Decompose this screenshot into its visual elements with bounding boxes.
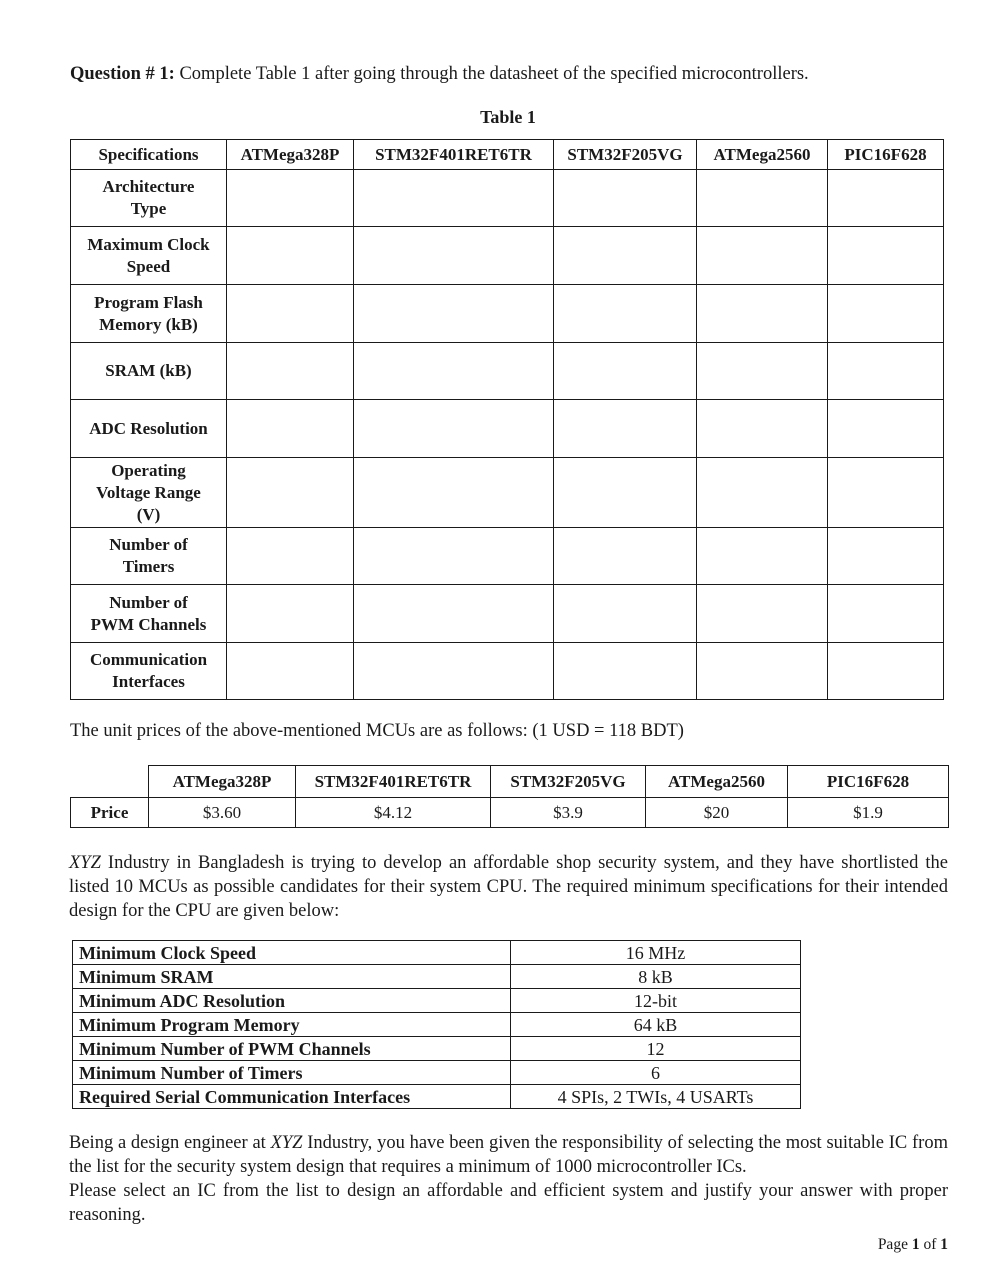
empty-cell[interactable]: [554, 343, 697, 400]
price-header: PIC16F628: [788, 766, 949, 798]
table-row: [71, 343, 944, 400]
empty-cell[interactable]: [828, 585, 944, 643]
empty-cell[interactable]: [354, 585, 554, 643]
price-header: STM32F401RET6TR: [296, 766, 491, 798]
task-paragraph: [69, 1131, 948, 1227]
table-row: [71, 170, 944, 227]
table-row: [73, 1061, 801, 1085]
empty-cell[interactable]: [697, 528, 828, 585]
row-maximum-clock-speed: Maximum Clock Speed: [71, 227, 227, 285]
req-label: Minimum ADC Resolution: [73, 989, 511, 1013]
req-label: Minimum Number of Timers: [73, 1061, 511, 1085]
row-operating-voltage-range: Operating Voltage Range (V): [71, 458, 227, 528]
price-row: [71, 798, 949, 828]
price-value: $3.9: [491, 798, 646, 828]
header-stm32f205vg: STM32F205VG: [554, 140, 697, 170]
price-row-label: Price: [71, 798, 149, 828]
empty-cell[interactable]: [828, 343, 944, 400]
req-label: Minimum Number of PWM Channels: [73, 1037, 511, 1061]
empty-cell[interactable]: [227, 458, 354, 528]
question-title: [70, 64, 809, 85]
table-row: [71, 458, 944, 528]
req-value: 8 kB: [511, 965, 801, 989]
table-row: [73, 941, 801, 965]
empty-cell[interactable]: [828, 227, 944, 285]
price-intro: The unit prices of the above-mentioned MCUs are as follows: (1 USD = 118 BDT): [70, 721, 684, 741]
empty-cell[interactable]: [828, 458, 944, 528]
task-line-1: Being a design engineer at XYZ Industry, you have been given the responsibility of selecting the most suitable IC from the list for the security system design that requires a minimum of 1000 microcontroller ICs.: [69, 1133, 948, 1177]
empty-cell[interactable]: [697, 343, 828, 400]
empty-cell[interactable]: [697, 400, 828, 458]
empty-cell[interactable]: [828, 643, 944, 700]
empty-cell[interactable]: [227, 227, 354, 285]
table-caption: Table 1: [480, 107, 536, 127]
empty-cell[interactable]: [828, 170, 944, 227]
empty-cell[interactable]: [554, 170, 697, 227]
table-row: [71, 400, 944, 458]
company-name: XYZ: [270, 1133, 303, 1153]
table-header-row: [71, 140, 944, 170]
price-header: ATMega328P: [149, 766, 296, 798]
row-architecture-type: Architecture Type: [71, 170, 227, 227]
specifications-table: [70, 139, 944, 700]
row-number-of-timers: Number of Timers: [71, 528, 227, 585]
table-row: [73, 1085, 801, 1109]
empty-cell[interactable]: [697, 227, 828, 285]
scenario-paragraph: [69, 851, 948, 923]
empty-cell[interactable]: [554, 227, 697, 285]
company-name: XYZ: [69, 853, 101, 873]
empty-cell[interactable]: [354, 528, 554, 585]
empty-cell[interactable]: [354, 227, 554, 285]
empty-cell[interactable]: [227, 285, 354, 343]
req-value: 6: [511, 1061, 801, 1085]
table-row: [73, 965, 801, 989]
row-communication-interfaces: Communication Interfaces: [71, 643, 227, 700]
req-label: Required Serial Communication Interfaces: [73, 1085, 511, 1109]
empty-cell[interactable]: [554, 643, 697, 700]
table-row: [71, 285, 944, 343]
empty-cell[interactable]: [354, 343, 554, 400]
price-header: ATMega2560: [646, 766, 788, 798]
price-value: $1.9: [788, 798, 949, 828]
header-atmega2560: ATMega2560: [697, 140, 828, 170]
price-header-row: [71, 766, 949, 798]
req-value: 12: [511, 1037, 801, 1061]
header-atmega328p: ATMega328P: [227, 140, 354, 170]
empty-cell[interactable]: [554, 400, 697, 458]
empty-cell[interactable]: [354, 643, 554, 700]
empty-cell[interactable]: [227, 343, 354, 400]
table-row: [71, 227, 944, 285]
req-label: Minimum Program Memory: [73, 1013, 511, 1037]
empty-cell[interactable]: [227, 170, 354, 227]
table-row: [73, 989, 801, 1013]
price-table: [70, 765, 949, 828]
empty-cell[interactable]: [354, 285, 554, 343]
price-header: STM32F205VG: [491, 766, 646, 798]
scenario-text: Industry in Bangladesh is trying to develop an affordable shop security system, and they have shortlisted the listed 10 MCUs as possible candidates for their system CPU. The required minimum specifications for their intended design for the CPU are given below:: [69, 853, 948, 921]
price-value: $4.12: [296, 798, 491, 828]
row-adc-resolution: ADC Resolution: [71, 400, 227, 458]
empty-cell[interactable]: [828, 285, 944, 343]
req-label: Minimum SRAM: [73, 965, 511, 989]
req-label: Minimum Clock Speed: [73, 941, 511, 965]
empty-cell[interactable]: [697, 643, 828, 700]
empty-cell[interactable]: [828, 528, 944, 585]
page-number: Page 1 of 1: [877, 1236, 948, 1253]
empty-cell[interactable]: [227, 400, 354, 458]
row-program-flash-memory: Program Flash Memory (kB): [71, 285, 227, 343]
req-value: 16 MHz: [511, 941, 801, 965]
question-text: Complete Table 1 after going through the datasheet of the specified microcontrollers.: [179, 64, 809, 84]
empty-cell[interactable]: [554, 458, 697, 528]
table-row: [73, 1037, 801, 1061]
empty-cell[interactable]: [354, 170, 554, 227]
row-number-of-pwm-channels: Number of PWM Channels: [71, 585, 227, 643]
empty-cell[interactable]: [554, 528, 697, 585]
row-sram: SRAM (kB): [71, 343, 227, 400]
question-label: Question # 1:: [70, 64, 175, 84]
table-row: [71, 585, 944, 643]
empty-cell[interactable]: [354, 400, 554, 458]
empty-cell[interactable]: [828, 400, 944, 458]
empty-cell[interactable]: [227, 643, 354, 700]
empty-cell[interactable]: [697, 585, 828, 643]
task-line-2: Please select an IC from the list to design an affordable and efficient system and justify your answer with proper reasoning.: [69, 1181, 948, 1225]
header-specifications: Specifications: [71, 140, 227, 170]
table-row: [71, 643, 944, 700]
empty-cell[interactable]: [697, 458, 828, 528]
empty-cell[interactable]: [354, 458, 554, 528]
price-value: $3.60: [149, 798, 296, 828]
req-value: 12-bit: [511, 989, 801, 1013]
price-corner: [71, 766, 149, 798]
empty-cell[interactable]: [697, 285, 828, 343]
empty-cell[interactable]: [697, 170, 828, 227]
empty-cell[interactable]: [554, 585, 697, 643]
empty-cell[interactable]: [227, 585, 354, 643]
empty-cell[interactable]: [227, 528, 354, 585]
req-value: 64 kB: [511, 1013, 801, 1037]
empty-cell[interactable]: [554, 285, 697, 343]
table-row: [71, 528, 944, 585]
req-value: 4 SPIs, 2 TWIs, 4 USARTs: [511, 1085, 801, 1109]
header-stm32f401ret6tr: STM32F401RET6TR: [354, 140, 554, 170]
price-value: $20: [646, 798, 788, 828]
requirements-table: [72, 940, 801, 1109]
header-pic16f628: PIC16F628: [828, 140, 944, 170]
table-row: [73, 1013, 801, 1037]
